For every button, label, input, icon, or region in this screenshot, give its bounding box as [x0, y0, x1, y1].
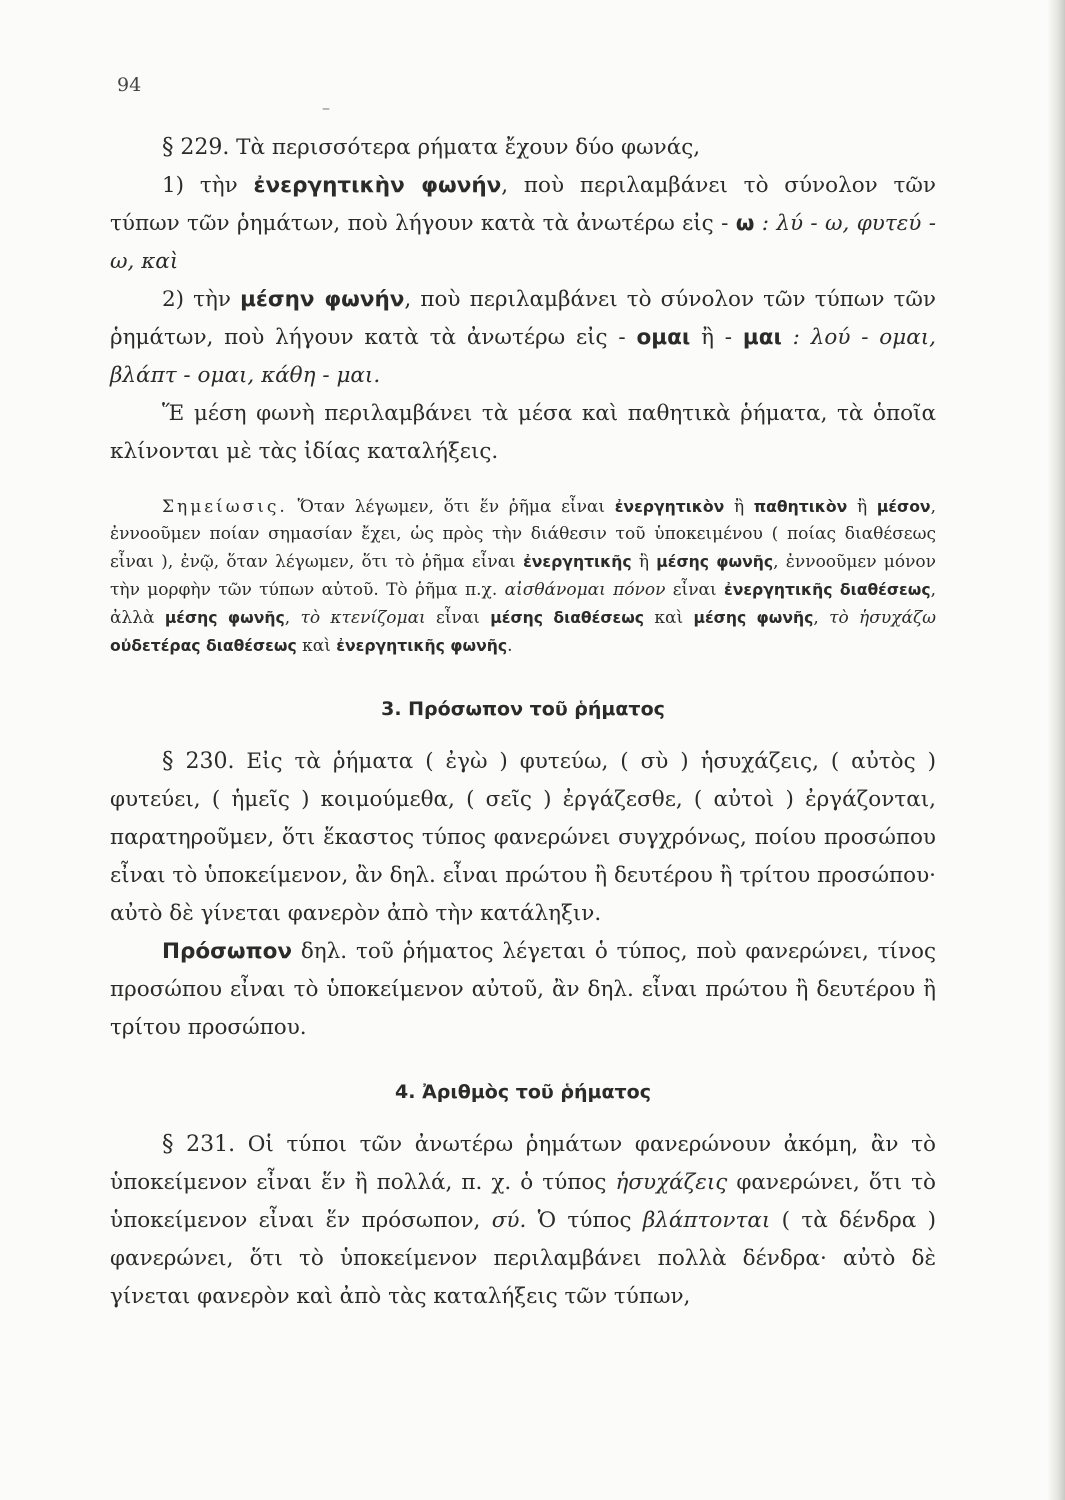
paragraph-text: Τὰ περισσότερα ρήματα ἔχουν δύο φωνάς,: [236, 135, 701, 160]
section-symbol: §: [162, 134, 174, 160]
text-run: Ὅταν λέγωμεν, ὅτι ἕν ῥῆμα εἶναι: [287, 497, 615, 517]
section-4-heading: 4. Ἀριθμὸς τοῦ ῥήματος: [395, 1081, 651, 1103]
text-run: .: [507, 636, 513, 656]
bold-term: μέσης φωνῆς: [693, 608, 814, 627]
text-run: ἢ: [724, 497, 754, 517]
text-run: , ποὺ περιλαμβάνει τὸ σύνολον τῶν τύπων τῶν ῥημάτων, ποὺ λήγουν κατὰ τὰ ἀνωτέρω εἰς -: [110, 173, 936, 236]
italic-example: ἡσυχάζεις: [615, 1170, 728, 1195]
text-run: Οἱ τύποι τῶν ἀνωτέρω ῥημάτων φανερώνουν ἀκόμη, ἂν τὸ ὑποκείμενον εἶναι ἕν ἢ πολλά, π. χ. ὁ τύπος: [110, 1132, 936, 1195]
bold-term: οὐδετέρας διαθέσεως: [110, 636, 297, 655]
bold-ending: μαι: [742, 325, 782, 350]
bold-term: μέσης φωνῆς: [656, 552, 774, 571]
bold-term: μέσον: [876, 497, 931, 516]
text-run: ἢ: [631, 552, 657, 572]
text-run: ,: [284, 608, 301, 628]
text-run: δηλ. τοῦ ῥήματος λέγεται ὁ τύπος, ποὺ φανερώνει, τίνος προσώπου εἶναι τὸ ὑποκείμενον αὐτοῦ, ἂν δηλ. εἶναι πρώτου ἢ δευτέρου ἢ τρίτου προσώπου.: [110, 939, 936, 1040]
italic-examples: : λού - ομαι, βλάπτ - ομαι, κάθη - μαι.: [110, 325, 937, 388]
section-number: 231.: [186, 1132, 236, 1157]
text-run: καὶ: [644, 608, 694, 628]
active-voice-item: [110, 167, 936, 281]
text-run: , ποὺ περιλαμβάνει τὸ σύνολον τῶν τύπων τῶν ῥημάτων, ποὺ λήγουν κατὰ τὰ ἀνωτέρω εἰς -: [110, 287, 936, 350]
bold-term: ἐνεργητικῆς: [523, 552, 632, 571]
italic-example: βλάπτονται: [642, 1208, 771, 1233]
person-definition: [110, 933, 936, 1047]
section-230-paragraph: [110, 742, 936, 933]
paragraph-text: Εἰς τὰ ῥήματα ( ἐγὼ ) φυτεύω, ( σὺ ) ἡσυχάζεις, ( αὐτὸς ) φυτεύει, ( ἡμεῖς ) κοιμούμεθα, ( σεῖς ) ἐργάζεσθε, ( αὐτοὶ ) ἐργάζονται, παρατηροῦμεν, ὅτι ἕκαστος τύπος φανερώνει συγχρόνως, ποίου προσώπου εἶναι τὸ ὑποκείμενον, ἂν δηλ. εἶναι πρώτου ἢ δευτέρου ἢ τρίτου προσώπου· αὐτὸ δὲ γίνεται φανερὸν ἀπὸ τὴν κατάληξιν.: [110, 749, 936, 926]
bold-ending: ομαι: [636, 325, 691, 350]
bold-term: μέσην φωνήν: [240, 287, 405, 312]
section-symbol: §: [162, 748, 174, 774]
text-run: 1) τὴν: [162, 173, 254, 198]
section-symbol: §: [162, 1131, 174, 1157]
text-run: Ὁ τύπος: [526, 1208, 643, 1233]
section-number: 229.: [180, 135, 230, 160]
section-229-closing: Ἕ μέση φωνὴ περιλαμβάνει τὰ μέσα καὶ παθητικὰ ῥήματα, τὰ ὁποῖα κλίνονται μὲ τὰς ἰδίας καταλήξεις.: [110, 401, 936, 464]
text-run: , ἐννοοῦμεν μόνον τὴν μορφὴν τῶν τύπων αὐτοῦ. Τὸ ῥῆμα π.χ.: [110, 552, 936, 600]
text-run: ( τὰ δένδρα ) φανερώνει, ὅτι τὸ ὑποκείμενον περιλαμβάνει πολλὰ δένδρα· αὐτὸ δὲ γίνεται φανερὸν καὶ ἀπὸ τὰς καταλήξεις τῶν τύπων,: [110, 1208, 937, 1309]
top-dash-mark: –: [322, 98, 330, 117]
bold-term: ἐνεργητικῆς διαθέσεως: [724, 580, 931, 599]
bold-term: ἐνεργητικῆς φωνῆς: [336, 636, 508, 655]
text-run: , ἐννοοῦμεν ποίαν σημασίαν ἔχει, ὡς πρὸς τὴν διάθεσιν τοῦ ὑποκειμένου ( ποίας διαθέσεως εἶναι ), ἐνῷ, ὅταν λέγωμεν, ὅτι τὸ ῥῆμα εἶναι: [110, 497, 936, 572]
page-number: 94: [117, 74, 142, 96]
italic-example: σύ.: [491, 1208, 527, 1233]
text-run: ἢ -: [690, 325, 743, 350]
bold-term: ἐνεργητικὴν φωνήν: [253, 173, 502, 198]
section-231-paragraph: [110, 1125, 936, 1316]
section-number: 230.: [185, 749, 235, 774]
bold-term: μέσης φωνῆς: [164, 608, 285, 627]
italic-example: τὸ κτενίζομαι: [300, 608, 426, 628]
note-paragraph: [110, 493, 936, 660]
text-run: ἢ: [847, 497, 877, 517]
bold-ending: ω: [735, 211, 755, 236]
section-3-heading: 3. Πρόσωπον τοῦ ῥήματος: [381, 698, 665, 720]
italic-example: αἰσθάνομαι πόνον: [504, 580, 666, 600]
text-run: φανερώνει, ὅτι τὸ ὑποκείμενον εἶναι ἕν πρόσωπον,: [110, 1170, 936, 1233]
text-run: ,: [813, 608, 830, 628]
bold-term: Πρόσωπον: [162, 939, 293, 964]
italic-examples: : λύ - ω, φυτεύ - ω, καὶ: [110, 211, 937, 274]
page-content: [110, 128, 936, 1316]
italic-example: τὸ ἡσυχάζω: [829, 608, 937, 628]
text-run: εἶναι: [665, 580, 724, 600]
section-229-intro: [110, 128, 936, 167]
text-run: καὶ: [296, 636, 337, 656]
note-label: Σημείωσις.: [162, 497, 288, 517]
bold-term: ἐνεργητικὸν: [614, 497, 725, 516]
text-run: 2) τὴν: [162, 287, 241, 312]
text-run: εἶναι: [425, 608, 491, 628]
text-run: , ἀλλὰ: [110, 580, 936, 628]
middle-voice-item: [110, 281, 936, 395]
page-edge-shadow: [1047, 0, 1065, 1500]
bold-term: μέσης διαθέσεως: [490, 608, 645, 627]
bold-term: παθητικὸν: [753, 497, 848, 516]
